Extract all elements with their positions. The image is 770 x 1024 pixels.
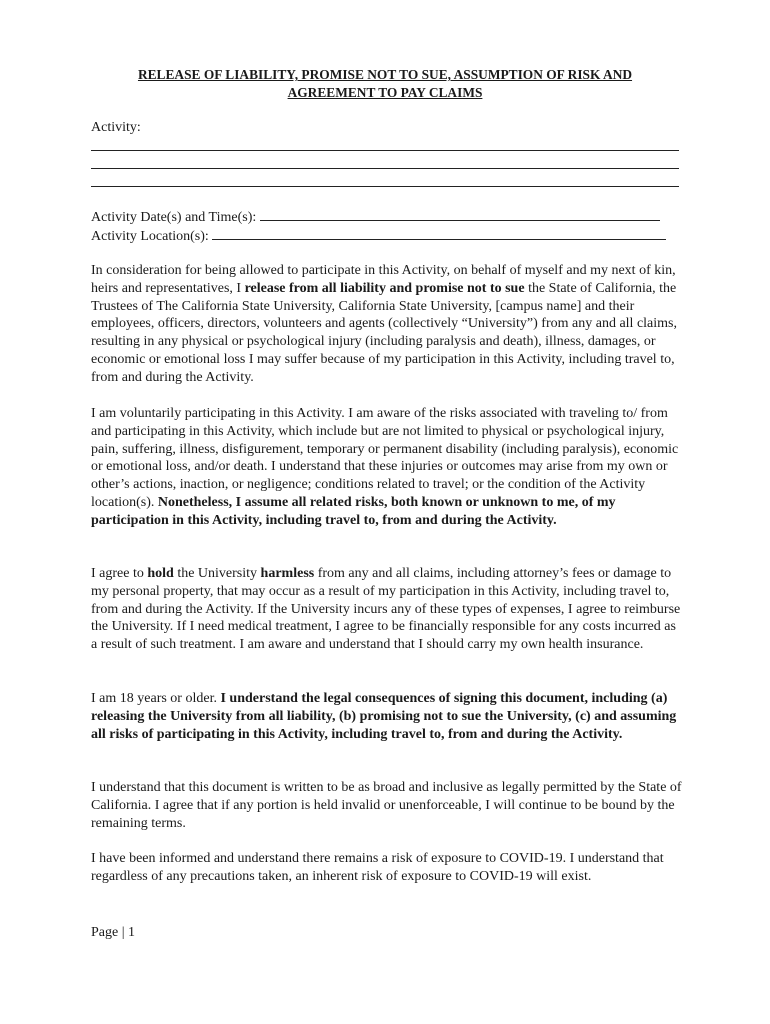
paragraph-age-bold: I understand the legal consequences of signing this document, including (a) releasing the University from all liability, (b) promising not to sue the University, (c) and assuming all risks of participating in this Activity, including travel to, from and during the Activity.	[91, 691, 677, 742]
page-number: Page | 1	[91, 925, 136, 940]
activity-blank-line-1[interactable]	[91, 150, 679, 151]
paragraph-hold-harmless	[91, 565, 685, 654]
paragraph-release-bold: release from all liability and promise not to sue	[244, 280, 525, 296]
paragraph-covid: I have been informed and understand there remains a risk of exposure to COVID-19. I understand that regardless of any precautions taken, an inherent risk of exposure to COVID-19 will exist.	[91, 851, 664, 884]
activity-date-time-field	[91, 208, 660, 227]
paragraph-age-text: I am 18 years or older.	[91, 691, 221, 706]
activity-date-time-label: Activity Date(s) and Time(s):	[91, 210, 257, 225]
paragraph-harmless-text-c: from any and all claims, including attorney’s fees or damage to my personal property, that may occur as a result of my participation in this Activity, including travel to, from and during the Activity. If the University incurs any of these types of expenses, I agree to reimburse the University. If I need medical treatment, I agree to be financially responsible for any costs incurred as a result of such treatment. I am aware and understand that I should carry my own health insurance.	[91, 566, 681, 653]
paragraph-severability: I understand that this document is written to be as broad and inclusive as legally permitted by the State of California. I agree that if any portion is held invalid or unenforceable, I will continue to be bound by the remaining terms.	[91, 780, 682, 831]
paragraph-risk-text: I am voluntarily participating in this Activity. I am aware of the risks associated with traveling to/ from and participating in this Activity, which include but are not limited to physical or psychological injury, pain, suffering, illness, disfigurement, temporary or permanent disability (including paralysis), economic or emotional loss, and/or death. I understand that these injuries or outcomes may arise from my own or other’s actions, inaction, or negligence; conditions related to travel; or the condition of the Activity location(s).	[91, 406, 679, 510]
activity-blank-line-2[interactable]	[91, 168, 679, 169]
paragraph-harmless-text-b: the University	[173, 566, 261, 581]
paragraph-harmless-bold-hold: hold	[147, 566, 174, 581]
activity-location-label: Activity Location(s):	[91, 229, 209, 244]
paragraph-release-text-b: the State of California, the Trustees of The California State University, California State University, [campus name] and their employees, officers, directors, volunteers and agents (collectively “University”) from any and all claims, resulting in any physical or psychological injury (including paralysis and death), illness, damages, or economic or emotional loss I may suffer because of my participation in this Activity, including travel to, from and during the Activity.	[91, 280, 677, 385]
paragraph-release	[91, 262, 685, 387]
paragraph-harmless-text-a: I agree to	[91, 566, 148, 581]
title-line-2: AGREEMENT TO PAY CLAIMS	[287, 85, 483, 100]
title-line-1: RELEASE OF LIABILITY, PROMISE NOT TO SUE, ASSUMPTION OF RISK AND	[137, 67, 633, 82]
document-title	[90, 66, 680, 102]
paragraph-release-text-a: In consideration for being allowed to participate in this Activity, on behalf of myself and my next of kin, heirs and representatives, I	[91, 263, 676, 296]
paragraph-harmless-bold-harmless: harmless	[260, 566, 315, 581]
activity-date-time-blank[interactable]	[260, 208, 660, 221]
paragraph-assumption-of-risk	[91, 405, 685, 530]
paragraph-risk-bold: Nonetheless, I assume all related risks, both known or unknown to me, of my participation in this Activity, including travel to, from and during the Activity.	[91, 494, 616, 528]
activity-location-field	[91, 227, 666, 246]
activity-label: Activity:	[91, 120, 141, 135]
activity-location-blank[interactable]	[212, 227, 666, 240]
paragraph-age-consequences	[91, 690, 685, 743]
activity-blank-line-3[interactable]	[91, 186, 679, 187]
